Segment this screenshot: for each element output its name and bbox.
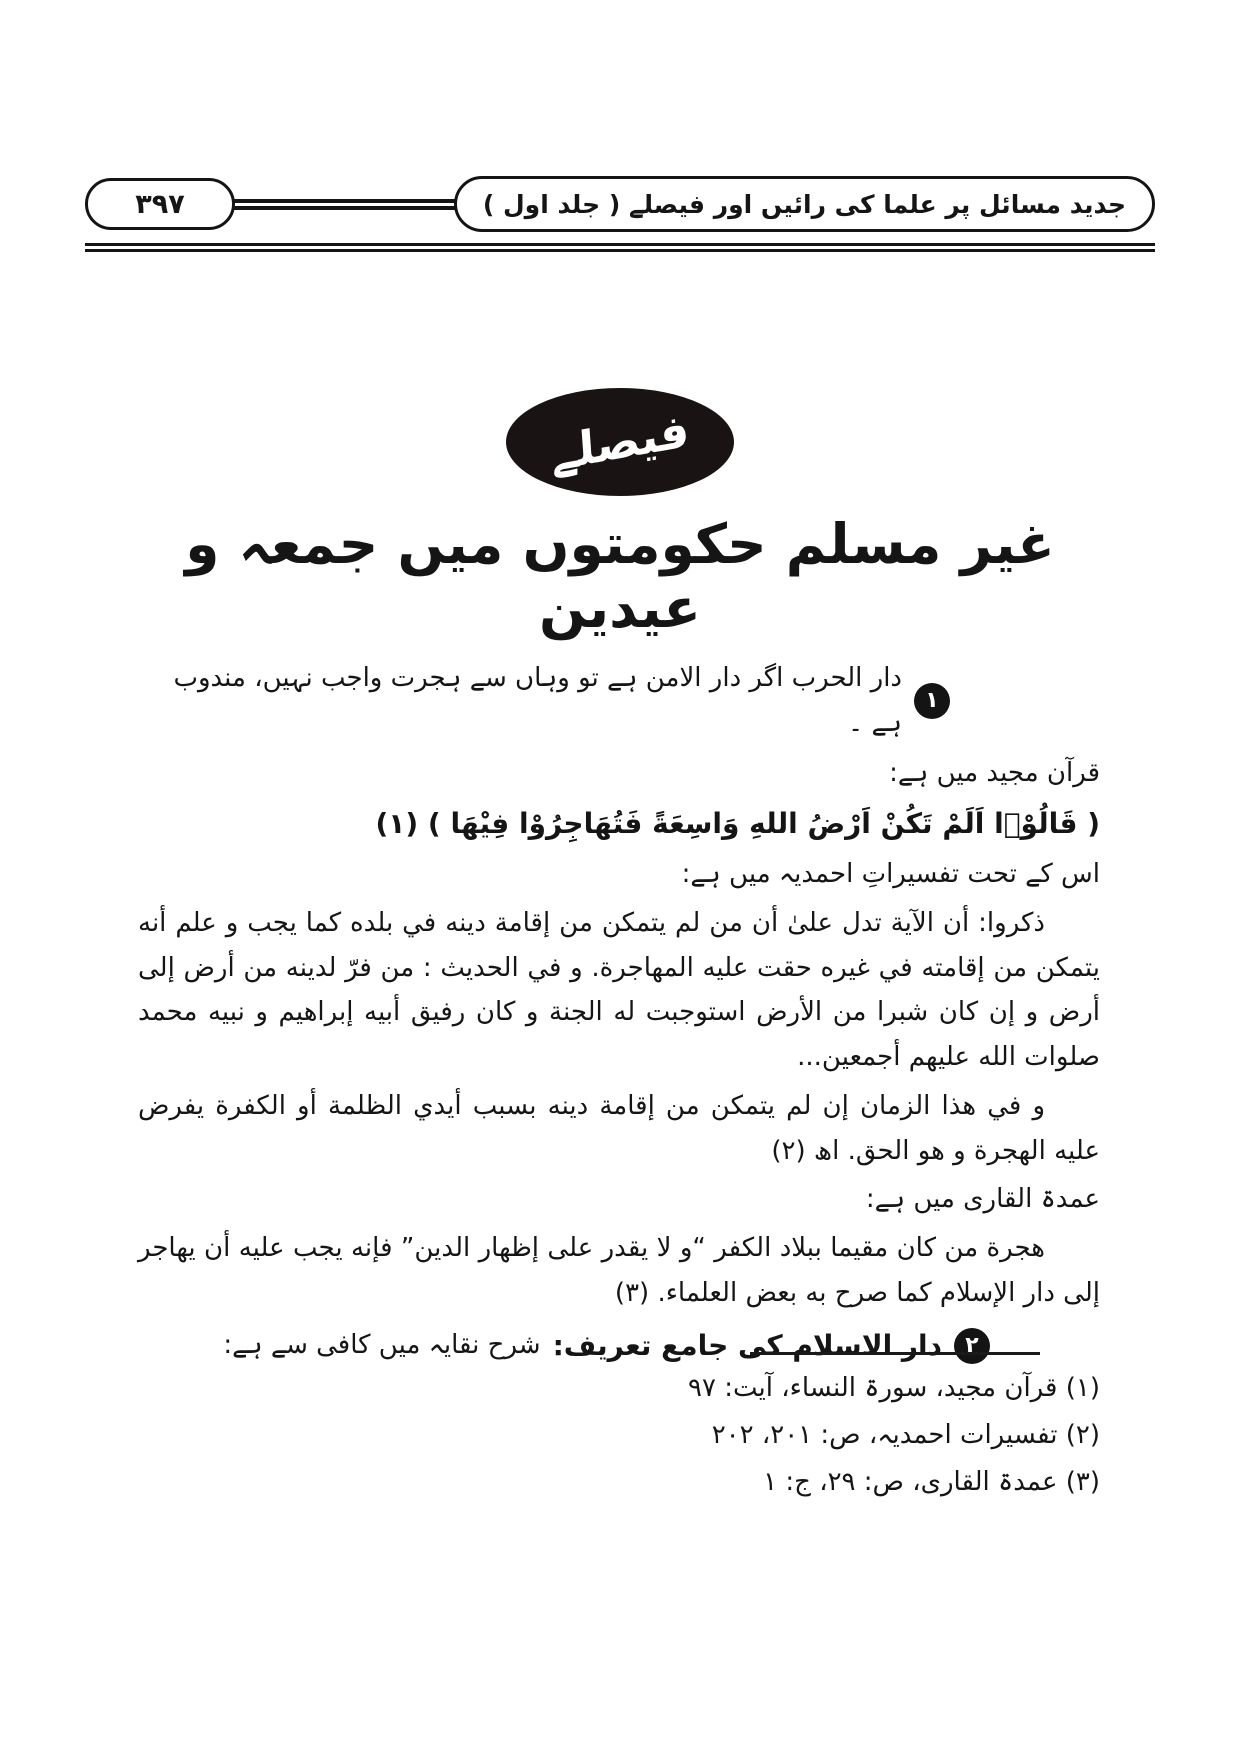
item-2-number-badge: ٢ — [954, 1328, 990, 1364]
quran-intro-line: قرآن مجید میں ہے: — [889, 758, 1100, 789]
page-number: ٣٩٧ — [135, 188, 185, 220]
item-1-number-badge: ١ — [914, 683, 950, 719]
quran-verse: ( قَالُوْۤا اَلَمْ تَكُنْ اَرْضُ اللهِ وَاسِعَةً فَتُهَاجِرُوْا فِيْهَا ) (١) — [375, 807, 1100, 841]
header-bottom-rule — [85, 243, 1155, 252]
footnotes-section — [140, 1352, 1100, 1505]
chapter-badge-oval — [506, 388, 734, 496]
book-title: جدید مسائل پر علما کی رائیں اور فیصلے ( جلد اول ) — [482, 189, 1126, 219]
footnote-divider — [750, 1352, 1040, 1355]
page-header — [85, 176, 1155, 232]
item-2-text: شرح نقایہ میں کافی سے ہے: — [223, 1330, 541, 1361]
arabic-passage-1: ذكروا: أن الآية تدل علىٰ أن من لم يتمكن من إقامة دينه في بلده كما يجب و علم أنه يتمكن من إقامته في غيره حقت عليه المهاجرة. و في الحديث : من فرّ لدينه من أرض إلى أرض و إن كان شبرا من الأرض استوجبت له الجنة و كان رفيق أبيه إبراهيم و نبيه محمد صلوات الله عليهم أجمعين... — [138, 908, 1100, 1073]
tafsir-intro-line: اس کے تحت تفسیراتِ احمدیہ میں ہے: — [681, 859, 1100, 890]
chapter-badge-label: فیصلے — [549, 402, 691, 482]
page-number-capsule — [85, 178, 235, 230]
item-2-heading: دار الاسلام کی جامع تعریف: — [552, 1328, 942, 1362]
numbered-item-1 — [138, 656, 950, 745]
item-1-text: دار الحرب اگر دار الامن ہے تو وہاں سے ہجرت واجب نہیں، مندوب ہے ۔ — [173, 663, 902, 738]
header-double-rule — [227, 199, 462, 210]
footnote-1: (١) قرآن مجید، سورۃ النساء، آیت: ٩٧ — [688, 1373, 1100, 1403]
arabic-passage-2: و في هذا الزمان إن لم يتمكن من إقامة دينه بسبب أيدي الظلمة أو الكفرة يفرض عليه الهجرة و هو الحق. اھ (٢) — [138, 1090, 1100, 1166]
footnote-2: (٢) تفسیرات احمدیہ، ص: ٢٠١، ٢٠٢ — [711, 1419, 1100, 1450]
arabic-passage-3: هجرة من كان مقيما ببلاد الكفر “و لا يقدر على إظهار الدين” فإنه يجب عليه أن يهاجر إلى دار الإسلام كما صرح به بعض العلماء. (٣) — [138, 1233, 1100, 1308]
umdah-intro-line: عمدۃ القاری میں ہے: — [865, 1184, 1100, 1215]
book-title-capsule — [454, 176, 1155, 232]
page-body — [138, 656, 1100, 1370]
footnote-3: (٣) عمدۃ القاری، ص: ٢٩، ج: ١ — [763, 1466, 1100, 1497]
chapter-title: غیر مسلم حکومتوں میں جمعہ و عیدین — [185, 512, 1055, 640]
